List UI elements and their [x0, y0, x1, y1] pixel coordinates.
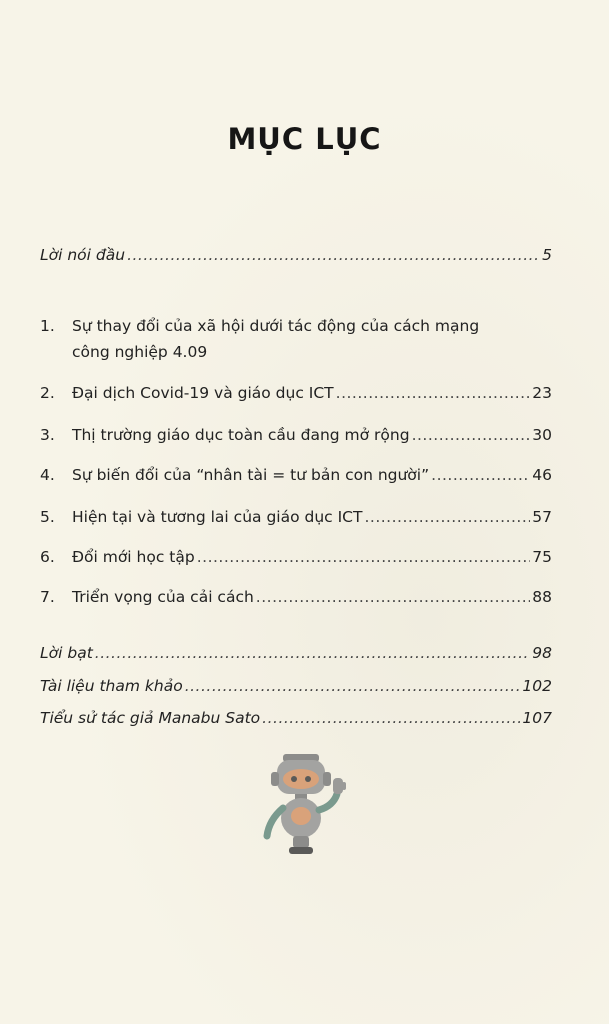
toc-entry-afterword[interactable]	[40, 643, 552, 663]
toc-page-number: 98	[532, 644, 552, 662]
toc-page-number: 75	[532, 548, 552, 566]
chapter-number: 2.	[40, 384, 55, 402]
toc-page-number: 88	[532, 588, 552, 606]
dot-leader	[256, 587, 530, 607]
chapter-number: 5.	[40, 508, 55, 526]
chapter-number: 7.	[40, 588, 55, 606]
toc-entry-chapter-2[interactable]	[40, 383, 552, 403]
toc-page-number: 23	[532, 384, 552, 402]
toc-entry-chapter-6[interactable]	[40, 547, 552, 567]
toc-entry-label: Sự thay đổi của xã hội dưới tác động của cách mạng	[72, 317, 480, 335]
toc-page-number: 9	[197, 343, 208, 361]
toc-entry-label: Sự biến đổi của “nhân tài = tư bản con người”	[72, 466, 430, 484]
dot-leader	[262, 708, 520, 728]
toc-entry-label: Tiểu sử tác giả Manabu Sato	[40, 709, 261, 727]
toc-entry-label: công nghiệp 4.0	[72, 343, 198, 361]
toc-page-number: 5	[542, 246, 552, 264]
dot-leader	[412, 425, 531, 445]
toc-entry-chapter-4[interactable]	[40, 465, 552, 485]
toc-entry-chapter-5[interactable]	[40, 507, 552, 527]
toc-entry-chapter-1-continued[interactable]	[72, 342, 552, 362]
toc-page-number: 57	[532, 508, 552, 526]
toc-entry-label: Hiện tại và tương lai của giáo dục ICT	[72, 508, 363, 526]
toc-page-number: 46	[532, 466, 552, 484]
toc-page-number: 107	[522, 709, 552, 727]
robot-waving-icon	[255, 752, 355, 857]
toc-entry-preface[interactable]	[40, 245, 552, 265]
toc-entry-label: Thị trường giáo dục toàn cầu đang mở rộng	[72, 426, 410, 444]
chapter-number: 4.	[40, 466, 55, 484]
chapter-number: 1.	[40, 317, 55, 335]
dot-leader	[336, 383, 531, 403]
toc-entry-label: Lời bạt	[40, 644, 93, 662]
toc-entry-label: Lời nói đầu	[40, 246, 126, 264]
toc-entry-chapter-7[interactable]	[40, 587, 552, 607]
toc-entry-label: Tài liệu tham khảo	[40, 677, 183, 695]
toc-entry-label: Đổi mới học tập	[72, 548, 195, 566]
toc-entry-references[interactable]	[40, 676, 552, 696]
toc-entry-label: Triển vọng của cải cách	[72, 588, 254, 606]
toc-page-number: 102	[522, 677, 552, 695]
dot-leader	[127, 245, 540, 265]
page-title: MỤC LỤC	[227, 122, 382, 156]
chapter-number: 6.	[40, 548, 55, 566]
toc-entry-label: Đại dịch Covid-19 và giáo dục ICT	[72, 384, 334, 402]
toc-entry-author-bio[interactable]	[40, 708, 552, 728]
dot-leader	[431, 465, 530, 485]
dot-leader	[95, 643, 530, 663]
toc-page-number: 30	[532, 426, 552, 444]
toc-entry-chapter-1[interactable]	[40, 316, 479, 336]
toc-entry-chapter-3[interactable]	[40, 425, 552, 445]
dot-leader	[185, 676, 521, 696]
chapter-number: 3.	[40, 426, 55, 444]
dot-leader	[197, 547, 531, 567]
dot-leader	[364, 507, 530, 527]
